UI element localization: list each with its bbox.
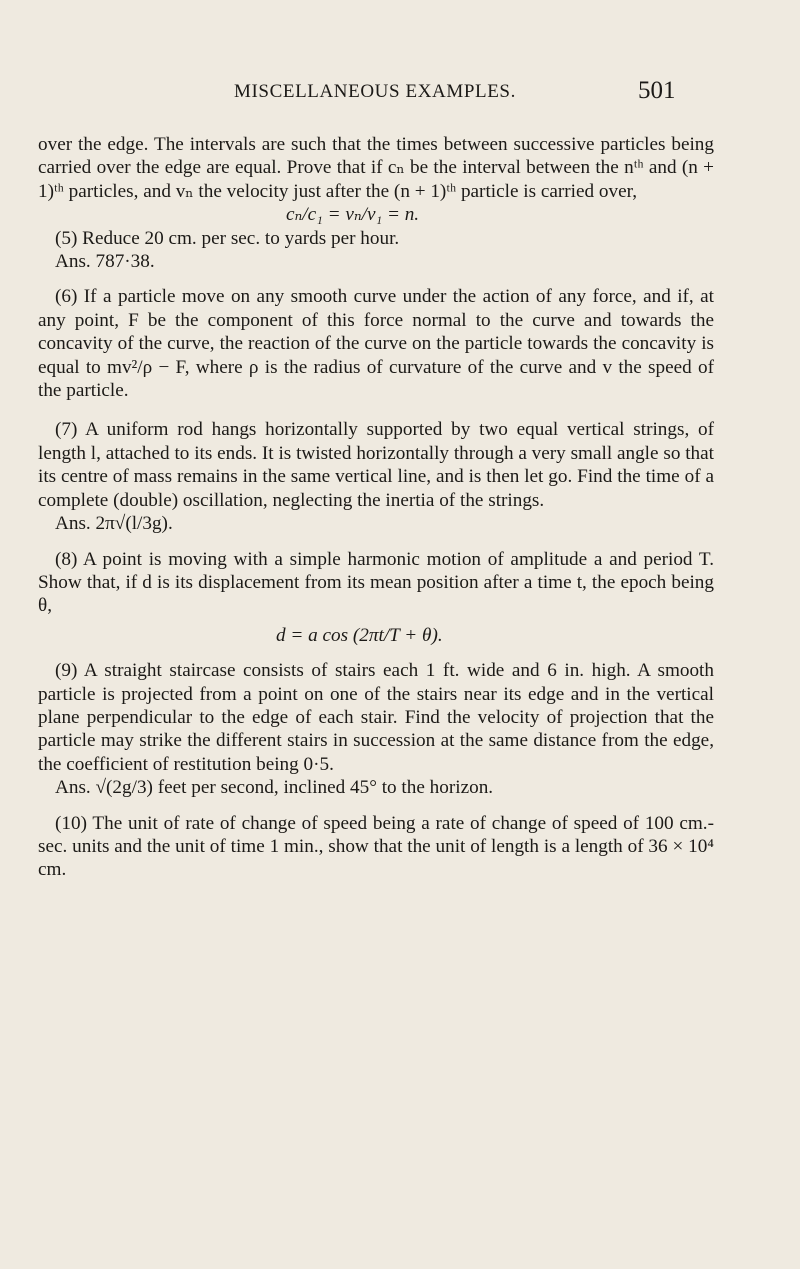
problem-8-equation: d = a cos (2πt/T + θ).: [276, 624, 443, 646]
page-body: [38, 133, 714, 882]
spacer: [38, 647, 714, 659]
problem-6: (6) If a particle move on any smooth curve under the action of any force, and if, at any point, F be the component of this force normal to the curve and towards the concavity of the curve, the reaction of the curve on the particle towards the concavity is equal to mv²/ρ − F, where ρ is the radius of curvature of the curve and v the speed of the particle.: [38, 286, 714, 402]
problem-5: (5) Reduce 20 cm. per sec. to yards per hour.: [55, 227, 400, 249]
spacer: [38, 273, 714, 285]
problem-4-continuation: over the edge. The intervals are such that the times between successive particles being carried over the edge are equal. Prove that if cₙ be the interval between the nᵗʰ and (n + 1)ᵗʰ particles, and vₙ the velocity just after the (n + 1)ᵗʰ particle is carried over,: [38, 134, 714, 202]
spacer: [38, 402, 714, 418]
problem-7-answer: Ans. 2π√(l/3g).: [55, 513, 173, 535]
problem-7: (7) A uniform rod hangs horizontally supported by two equal vertical strings, of length l, attached to its ends. It is twisted horizontally through a very small angle so that its centre of mass remains in the same vertical line, and is then let go. Find the time of a complete (double) oscillation, neglecting the inertia of the strings.: [38, 419, 714, 511]
problem-8: (8) A point is moving with a simple harmonic motion of amplitude a and period T. Show that, if d is its displacement from its mean position after a time t, the epoch being θ,: [38, 548, 714, 617]
problem-9-answer: Ans. √(2g/3) feet per second, inclined 45° to the horizon.: [55, 777, 494, 799]
running-head: MISCELLANEOUS EXAMPLES.: [234, 81, 516, 102]
page-header: [0, 77, 800, 111]
problem-4-equation: cₙ/c₁ = vₙ/v₁ = n.: [286, 204, 420, 226]
spacer: [38, 800, 714, 812]
problem-9: (9) A straight staircase consists of stairs each 1 ft. wide and 6 in. high. A smooth particle is projected from a point on one of the stairs near its edge and in the vertical plane perpendicular to the edge of each stair. Find the velocity of projection that the particle may strike the different stairs in succession at the same distance from the edge, the coefficient of restitution being 0·5.: [38, 660, 714, 775]
problem-10: (10) The unit of rate of change of speed being a rate of change of speed of 100 cm.-sec. units and the unit of time 1 min., show that the unit of length is a length of 36 × 10⁴ cm.: [38, 812, 714, 881]
problem-5-answer: Ans. 787·38.: [55, 251, 155, 273]
spacer: [38, 536, 714, 548]
page-number: 501: [638, 77, 676, 104]
